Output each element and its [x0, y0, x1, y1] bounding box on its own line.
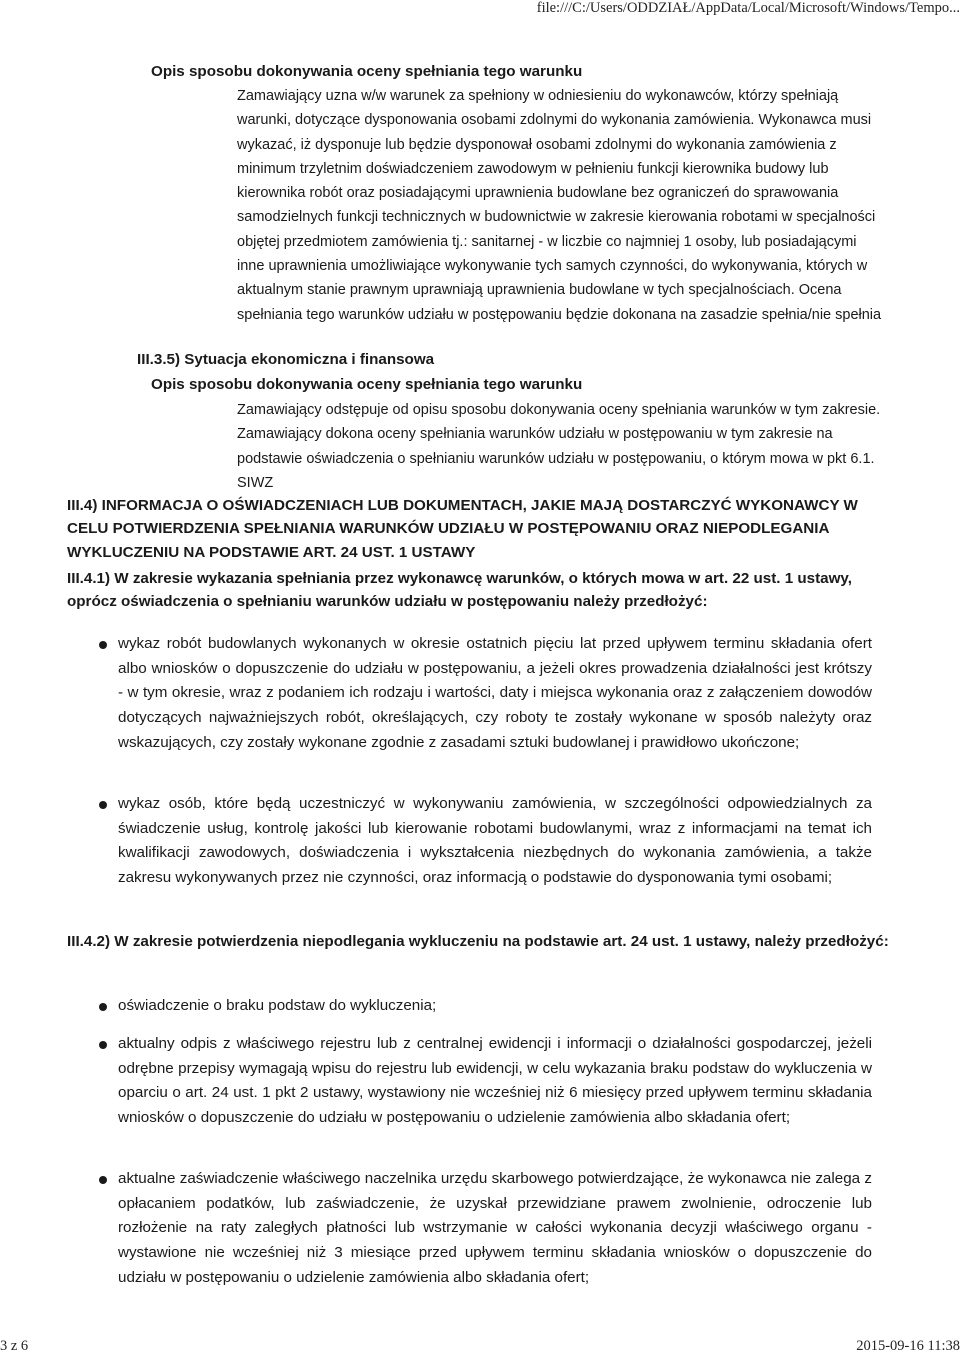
heading-opis-sposobu-1: Opis sposobu dokonywania oceny spełniania tego warunku	[151, 63, 583, 80]
list-item-text: oświadczenie o braku podstaw do wykluczenia;	[118, 997, 437, 1014]
bullet-icon	[99, 1176, 107, 1184]
heading-opis-sposobu-2: Opis sposobu dokonywania oceny spełniania tego warunku	[151, 376, 583, 393]
list-item-text: wykaz osób, które będą uczestniczyć w wykonywaniu zamówienia, w szczególności odpowiedzialnych za świadczenie usług, kontrolę jakości lub kierowanie robotami budowlanymi, wraz z informacjami na temat ich kwalifikacji zawodowych, doświadczenia i wykształcenia niezbędnych do wykonania zamówienia, a także zakresu wykonywanych przez nie czynności, oraz informacją o podstawie do dysponowania tymi osobami;	[118, 795, 872, 887]
heading-sytuacja-ekonomiczna: III.3.5) Sytuacja ekonomiczna i finansowa	[137, 351, 435, 368]
heading-iii-4-2: III.4.2) W zakresie potwierdzenia niepodlegania wykluczeniu na podstawie art. 24 ust. 1 ustawy, należy przedłożyć:	[67, 933, 889, 950]
bullet-icon	[99, 801, 107, 809]
list-item-text: wykaz robót budowlanych wykonanych w okresie ostatnich pięciu lat przed upływem terminu składania ofert albo wniosków o dopuszczenie do udziału w postępowaniu, a jeżeli okres prowadzenia działalności jest krótszy - w tym okresie, wraz z podaniem ich rodzaju i wartości, daty i miejsca wykonania oraz z załączeniem dowodów dotyczących najważniejszych robót, określających, czy roboty te zostały wykonane w sposób należyty oraz wskazujących, czy zostały wykonane zgodnie z zasadami sztuki budowlanej i prawidłowo ukończone;	[118, 635, 872, 751]
heading-iii-4-1: III.4.1) W zakresie wykazania spełniania przez wykonawcę warunków, o których mowa w art. 22 ust. 1 ustawy, oprócz oświadczenia o spełnianiu warunków udziału w postępowaniu należy przedłożyć:	[67, 570, 852, 611]
paragraph-opis-1: Zamawiający uzna w/w warunek za spełniony w odniesieniu do wykonawców, którzy spełniają warunki, dotyczące dysponowania osobami zdolnymi do wykonania zamówienia. Wykonawca musi wykazać, iż dysponuje lub będzie dysponował osobami zdolnymi do wykonania zamówienia z minimum trzyletnim doświadczeniem zawodowym w pełnieniu funkcji kierownika budowy lub kierownika robót oraz posiadającymi uprawnienia budowlane bez ograniczeń do sprawowania samodzielnych funkcji technicznych w budownictwie w zakresie kierowania robotami w specjalności objętej przedmiotem zamówienia tj.: sanitarnej - w liczbie co najmniej 1 osoby, lub posiadającymi inne uprawnienia umożliwiające wykonywanie tych samych czynności, do wykonywania, których w aktualnym stanie prawnym uprawniają uprawnienia budowlane w tych specjalnościach. Ocena spełniania tego warunków udziału w postępowaniu będzie dokonana na zasadzie spełnia/nie spełnia	[237, 88, 882, 323]
list-item-text: aktualny odpis z właściwego rejestru lub z centralnej ewidencji i informacji o działalności gospodarczej, jeżeli odrębne przepisy wymagają wpisu do rejestru lub ewidencji, w celu wykazania braku podstaw do wykluczenia w oparciu o art. 24 ust. 1 pkt 2 ustawy, wystawiony nie wcześniej niż 6 miesięcy przed upływem terminu składania wniosków o dopuszczenie do udziału w postępowaniu o udzielenie zamówienia albo składania ofert;	[118, 1035, 872, 1127]
print-datetime: 2015-09-16 11:38	[856, 1338, 960, 1354]
bullet-icon	[99, 1041, 107, 1049]
bullet-icon	[99, 1003, 107, 1011]
paragraph-opis-2: Zamawiający odstępuje od opisu sposobu dokonywania oceny spełniania warunków w tym zakresie. Zamawiający dokona oceny spełniania warunków udziału w postępowaniu w tym zakresie na podstawie oświadczenia o spełnianiu warunków udziału w postępowaniu, o którym mowa w pkt 6.1. SIWZ	[237, 402, 881, 491]
bullet-icon	[99, 641, 107, 649]
heading-informacja-o-oswiadczeniach: III.4) INFORMACJA O OŚWIADCZENIACH LUB DOKUMENTACH, JAKIE MAJĄ DOSTARCZYĆ WYKONAWCY W CELU POTWIERDZENIA SPEŁNIANIA WARUNKÓW UDZIAŁU W POSTĘPOWANIU ORAZ NIEPODLEGANIA WYKLUCZENIU NA PODSTAWIE ART. 24 UST. 1 USTAWY	[67, 497, 858, 561]
print-header-path: file:///C:/Users/ODDZIAŁ/AppData/Local/Microsoft/Windows/Tempo...	[536, 0, 960, 16]
list-item-text: aktualne zaświadczenie właściwego naczelnika urzędu skarbowego potwierdzające, że wykonawca nie zalega z opłacaniem podatków, lub zaświadczenie, że uzyskał przewidziane prawem zwolnienie, odroczenie lub rozłożenie na raty zaległych płatności lub wstrzymanie w całości wykonania decyzji właściwego organu - wystawione nie wcześniej niż 3 miesiące przed upływem terminu składania wniosków o dopuszczenie do udziału w postępowaniu o udzielenie zamówienia albo składania ofert;	[118, 1170, 872, 1286]
page-number: 3 z 6	[0, 1338, 29, 1354]
